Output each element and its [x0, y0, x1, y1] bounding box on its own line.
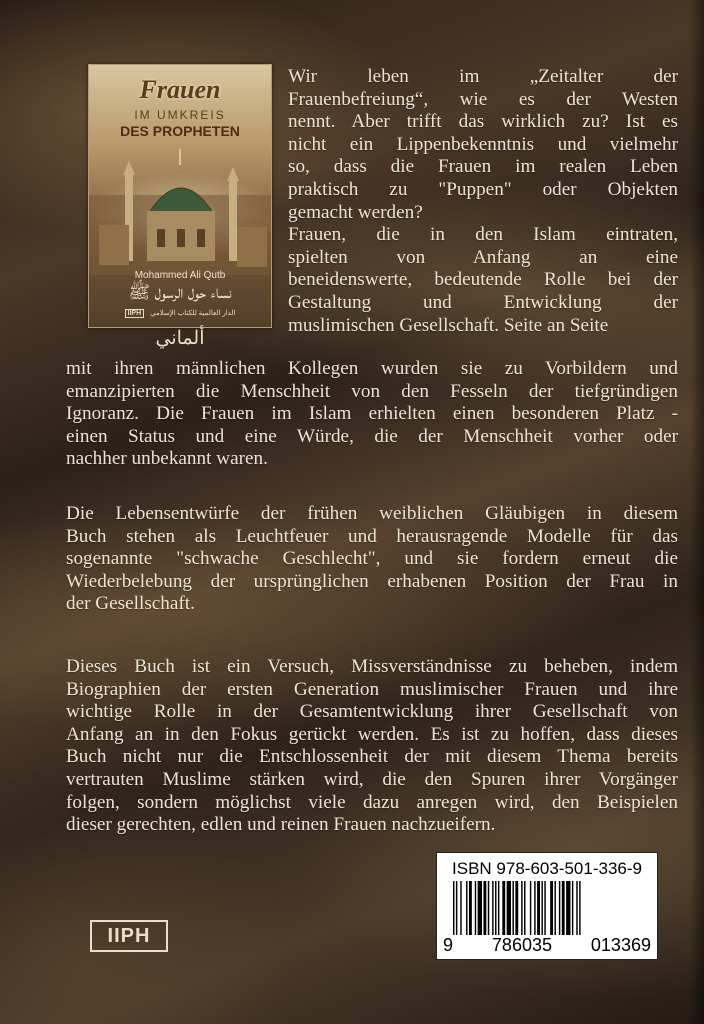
thumbnail-title: Frauen [139, 75, 221, 104]
text-line: Anfang an in den Fokus gerückt werden. Es ist zu hoffen, dass dieses [66, 723, 678, 745]
text-line: Die Lebensentwürfe der frühen weiblichen Gläubigen in diesem [66, 503, 678, 524]
text-line: beneidenswerte, bedeutende Rolle bei der [288, 269, 678, 291]
text-line: Biographien der ersten Generation muslimischer Frauen und ihre [66, 678, 678, 700]
text-line: einen Status und eine Würde, die der Menschheit vorher oder [66, 425, 678, 447]
thumbnail-publisher-logo: IIPH [125, 309, 145, 318]
publisher-logo: IIPH [90, 920, 168, 952]
text-line: sogenannte "schwache Geschlecht", und sie fordern erneut die [66, 548, 678, 570]
spine-edge-shadow [690, 0, 704, 1024]
text-line: vertrauten Muslime stärken wird, die den Spuren ihrer Vorgänger [66, 768, 678, 790]
text-line: Dieses Buch ist ein Versuch, Missverständnisse zu beheben, indem [66, 656, 678, 677]
barcode-icon [451, 881, 643, 935]
text-line: dieser gerechten, edlen und reinen Frauen nachzueifern. [66, 814, 496, 836]
text-line: Gestaltung und Entwicklung der [288, 291, 678, 313]
text-line: der Gesellschaft. [66, 593, 195, 615]
text-line: Frauen, die in den Islam eintraten, [288, 224, 678, 246]
thumbnail-publisher [99, 307, 261, 319]
text-line: nicht ein Lippenbekenntnis und vielmehr [288, 133, 678, 155]
blurb-paragraph-2 [66, 503, 678, 616]
text-line: emanzipierten die Menschheit von den Fesseln der tiefgründigen [66, 380, 678, 402]
thumbnail-author: Mohammed Ali Qutb [134, 270, 226, 281]
text-line: Buch nicht nur die Entschlossenheit der mit diesem Thema bereits [66, 746, 678, 768]
barcode-digit-group: 013369 [590, 935, 651, 955]
text-line: Ignoranz. Die Frauen im Islam erhielten einen besonderen Platz - [66, 403, 678, 425]
text-line: spielten von Anfang an eine [288, 246, 678, 268]
thumbnail-subtitle-small: IM UMKREIS [134, 108, 226, 122]
text-line: gemacht werden? [288, 201, 423, 223]
language-caption-arabic: ألماني [155, 328, 205, 349]
barcode-digit-group: 786035 [491, 935, 552, 955]
text-line: Frauenbefreiung“, wie es der Westen [288, 88, 678, 110]
text-line: muslimischen Gesellschaft. Seite an Seite [288, 314, 609, 336]
thumbnail-arabic-title: نساء حول الرسول ﷺ [128, 282, 232, 302]
blurb-paragraph-1-continued [66, 358, 678, 471]
text-line: praktisch zu "Puppen" oder Objekten [288, 178, 678, 200]
text-line: folgen, sondern möglichst viele dazu anregen wird, den Beispielen [66, 791, 678, 813]
text-line: wichtige Rolle in der Gesamtentwicklung ihrer Gesellschaft von [66, 701, 678, 723]
text-line: Buch stehen als Leuchtfeuer und herausragende Modelle für das [66, 525, 678, 547]
barcode-digit-group: 9 [443, 935, 454, 955]
thumbnail-publisher-arabic: الدار العالمية للكتاب الإسلامي [150, 310, 236, 317]
text-line: Wiederbelebung der ursprünglichen erhabenen Position der Frau in [66, 570, 678, 592]
text-line: nennt. Aber trifft das wirklich zu? Ist es [288, 111, 678, 133]
blurb-paragraph-1 [288, 66, 678, 337]
isbn-label: ISBN 978-603-501-336-9 [452, 859, 642, 878]
text-line: so, dass die Frauen im realen Leben [288, 156, 678, 178]
blurb-paragraph-3 [66, 656, 678, 837]
text-line: nachher unbekannt waren. [66, 448, 268, 470]
front-cover-thumbnail [88, 64, 272, 328]
text-line: mit ihren männlichen Kollegen wurden sie zu Vorbildern und [66, 358, 678, 379]
thumbnail-subtitle-main: DES PROPHETEN [120, 123, 240, 139]
barcode-digits [443, 935, 651, 956]
text-line: Wir leben im „Zeitalter der [288, 66, 678, 87]
mosque-illustration-icon [89, 135, 271, 275]
isbn-barcode [436, 852, 658, 960]
